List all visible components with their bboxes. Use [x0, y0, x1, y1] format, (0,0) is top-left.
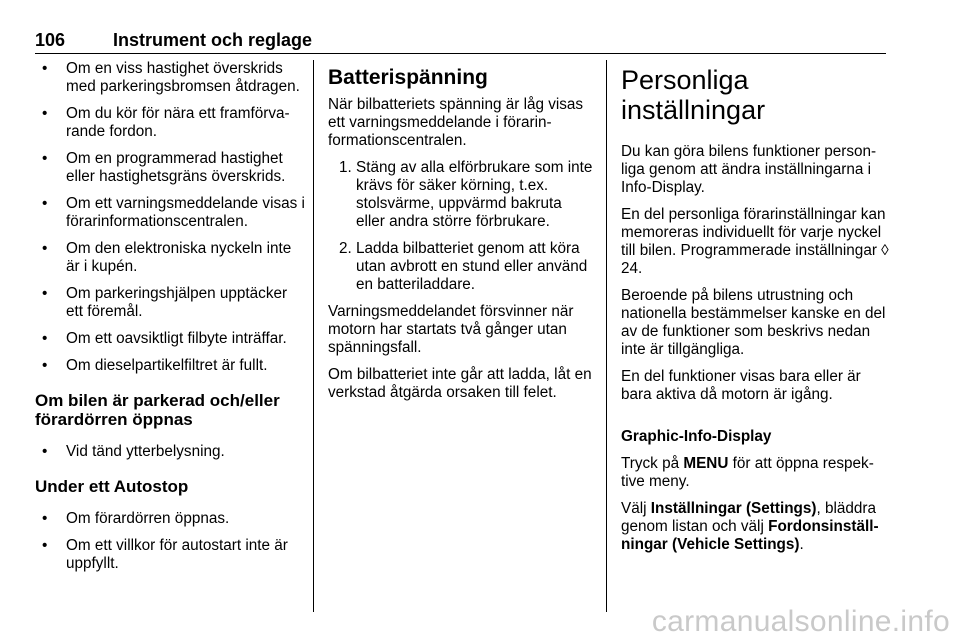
step-number: 2.: [339, 240, 352, 257]
page-reference: 24.: [621, 260, 643, 277]
column-left: [35, 60, 305, 585]
page-number: 106: [35, 30, 66, 50]
watermark: carmanualsonline.info: [651, 605, 950, 638]
column-divider-2: [606, 60, 607, 612]
list-item: • Om parkeringshjälpen upptäcker ett föremål.: [35, 285, 305, 321]
list-item: • Om förardörren öppnas.: [35, 510, 305, 528]
autostop-conditions-list: [35, 510, 305, 573]
settings-para-4: En del funktioner visas bara eller är bara aktiva då motorn är igång.: [621, 368, 861, 403]
menu-label: MENU: [683, 455, 729, 472]
warning-conditions-list: [35, 60, 305, 375]
header-rule: [35, 53, 886, 54]
column-middle: [328, 60, 594, 411]
settings-para-1: Du kan göra bilens funktioner personliga genom att ändra inställningarna i Info-Display.: [621, 143, 877, 196]
column-right: [621, 60, 889, 563]
step-text: Stäng av alla elförbrukare som inte krävs för säker körning, t.ex. stolsvärme, uppvärmd bakruta eller andra större förbrukare.: [356, 159, 593, 230]
triangle-right-icon: ◊: [881, 242, 889, 259]
settings-para-3: Beroende på bilens utrustning och nationella bestämmelser kanske en del av de funktioner som beskrivs nedan inte är tillgängliga.: [621, 287, 886, 358]
parked-conditions-list: [35, 443, 305, 461]
step-text: Ladda bilbatteriet genom att köra utan avbrott en stund eller använd en batteriladdare.: [356, 240, 588, 293]
chapter-title: Instrument och reglage: [113, 30, 313, 50]
page-header: [35, 30, 885, 50]
settings-label: Inställningar (Settings): [650, 500, 817, 517]
list-item: • Om en viss hastighet överskrids med parkeringsbromsen åtdragen.: [35, 60, 305, 96]
list-item: • Om du kör för nära ett framförvarande fordon.: [35, 105, 305, 141]
settings-para-5: Tryck på MENU för att öppna respektive meny.: [621, 455, 874, 490]
settings-para-2: En del personliga förarinställningar kan memoreras individuellt för varje nyckel till bilen. Programmerade inställningar ◊ 24.: [621, 206, 889, 277]
list-item: • Om ett oavsiktligt filbyte inträffar.: [35, 330, 305, 348]
list-item: • Om en programmerad hastighet eller hastighetsgräns överskrids.: [35, 150, 305, 186]
step-number: 1.: [339, 159, 352, 176]
list-item: • Om dieselpartikelfiltret är fullt.: [35, 357, 305, 375]
list-item: [328, 159, 594, 231]
battery-steps-list: [328, 159, 594, 294]
section-heading-autostop: Under ett Autostop: [35, 477, 189, 496]
section-heading-personal-settings: Personliga inställningar: [621, 65, 766, 125]
list-item: [328, 240, 594, 294]
battery-para-workshop: Om bilbatteriet inte går att ladda, låt en verkstad åtgärda orsaken till felet.: [328, 366, 592, 401]
battery-para-warning: Varningsmeddelandet försvinner när motorn har startats två gånger utan spänningsfall.: [328, 303, 574, 356]
list-item: • Vid tänd ytterbelysning.: [35, 443, 305, 461]
battery-intro: När bilbatteriets spänning är låg visas ett varningsmeddelande i förarinformationscentralen.: [328, 96, 584, 149]
list-item: • Om ett varningsmeddelande visas i förarinformationscentralen.: [35, 195, 305, 231]
column-divider-1: [313, 60, 314, 612]
section-heading-battery: Batterispänning: [328, 66, 488, 89]
list-item: • Om ett villkor för autostart inte är uppfyllt.: [35, 537, 305, 573]
vehicle-settings-label: Fordonsinställningar (Vehicle Settings): [621, 518, 879, 553]
subheading-graphic-info-display: Graphic-Info-Display: [621, 428, 772, 445]
settings-para-6: Välj Inställningar (Settings), bläddra genom listan och välj Fordonsinställningar (Vehicle Settings).: [621, 500, 879, 553]
list-item: • Om den elektroniska nyckeln inte är i kupén.: [35, 240, 305, 276]
section-heading-parked: Om bilen är parkerad och/eller förardörren öppnas: [35, 391, 280, 429]
